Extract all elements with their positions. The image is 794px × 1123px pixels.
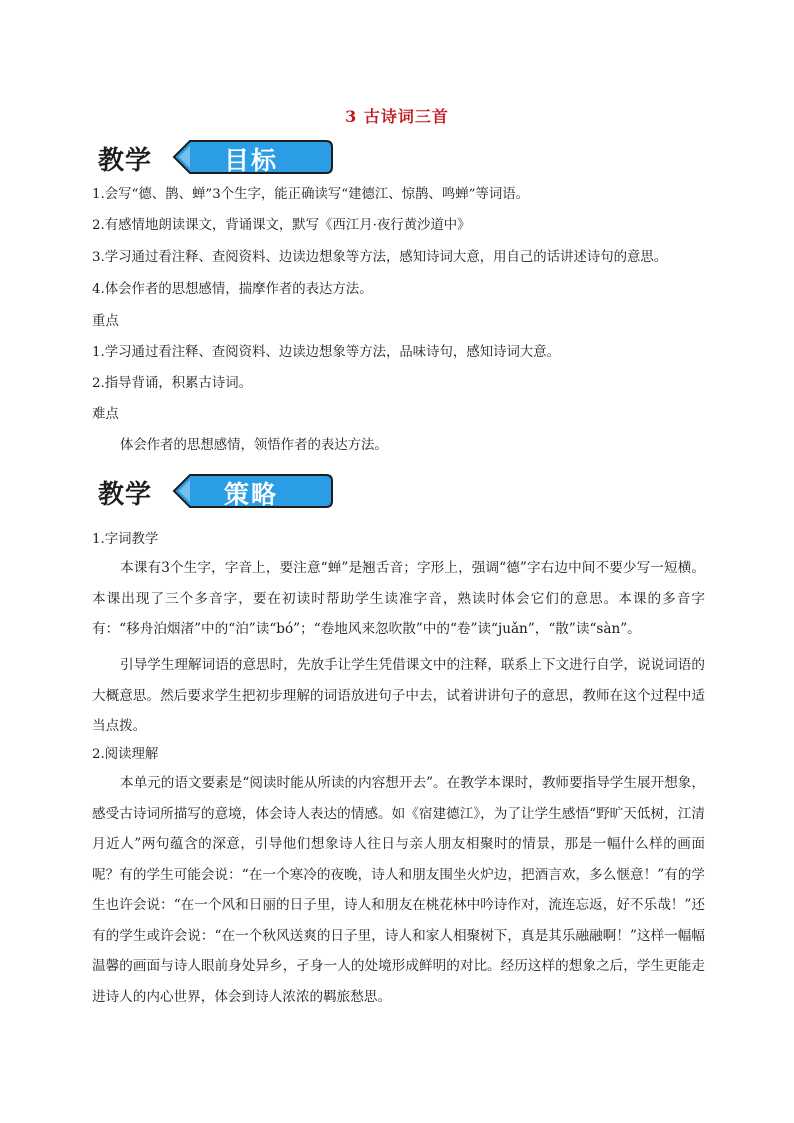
strategy-heading-1: 1.字词教学 <box>92 532 159 547</box>
goals-banner-lead: 教学 <box>98 146 153 176</box>
strategy-paragraph-3-text: 本单元的语文要素是“阅读时能从所读的内容想开去”。在教学本课时，教师要指导学生展开想象，感受古诗词所描写的意境，体会诗人表达的情感。如《宿建德江》，为了让学生感悟“野旷天低树，江清月近人”两句蕴含的深意，引导他们想象诗人往日与亲人朋友相聚时的情景，那是一幅什么样的画面呢？有的学生可能会说：“在一个寒冷的夜晚，诗人和朋友围坐火炉边，把酒言欢，多么惬意！”有的学生也许会说：“在一个风和日丽的日子里，诗人和朋友在桃花林中吟诗作对，流连忘返，好不乐哉！”还有的学生或许会说：“在一个秋风送爽的日子里，诗人和家人相聚树下，真是其乐融融啊！”这样一幅幅温馨的画面与诗人眼前身处异乡，孑身一人的处境形成鲜明的对比。经历这样的想象之后，学生更能走进诗人的内心世界，体会到诗人浓浓的羁旅愁思。 <box>92 775 705 1005</box>
goal-item-1: 1.会写“德、鹊、蝉”3个生字，能正确读写“建德江、惊鹊、鸣蝉”等词语。 <box>92 187 530 202</box>
key-item-1: 1.学习通过看注释、查阅资料、边读边想象等方法，品味诗句，感知诗词大意。 <box>92 345 561 360</box>
lesson-title: 3 古诗词三首 <box>345 107 449 126</box>
strategy-heading-2: 2.阅读理解 <box>92 747 159 762</box>
difficulty-label: 难点 <box>92 407 119 422</box>
strategy-banner <box>96 472 278 512</box>
goal-item-2: 2.有感情地朗读课文，背诵课文，默写《西江月·夜行黄沙道中》 <box>92 218 471 233</box>
goal-item-4: 4.体会作者的思想感情，揣摩作者的表达方法。 <box>92 282 373 297</box>
strategy-banner-pill <box>170 472 335 510</box>
strategy-banner-label: 策略 <box>223 480 278 509</box>
strategy-banner-lead: 教学 <box>98 480 153 510</box>
goals-banner-label: 目标 <box>223 146 278 175</box>
key-item-2: 2.指导背诵，积累古诗词。 <box>92 376 253 391</box>
strategy-paragraph-2 <box>92 650 705 742</box>
strategy-paragraph-1-text: 本课有3个生字，字音上，要注意“蝉”是翘舌音；字形上，强调“德”字右边中间不要少写一短横。本课出现了三个多音字，要在初读时帮助学生读准字音，熟读时体会它们的意思。本课的多音字有：“移舟泊烟渚”中的“泊”读“bó”；“卷地风来忽吹散”中的“卷”读“juǎn”，“散”读“sàn”。 <box>92 560 705 637</box>
strategy-paragraph-1 <box>92 553 705 645</box>
difficulty-text: 体会作者的思想感情，领悟作者的表达方法。 <box>120 438 388 453</box>
goals-banner <box>96 138 278 178</box>
key-points-label: 重点 <box>92 314 119 329</box>
goals-banner-pill <box>170 138 335 176</box>
strategy-paragraph-2-text: 引导学生理解词语的意思时，先放手让学生凭借课文中的注释，联系上下文进行自学，说说词语的大概意思。然后要求学生把初步理解的词语放进句子中去，试着讲讲句子的意思，教师在这个过程中适当点拨。 <box>92 657 705 734</box>
goal-item-3: 3.学习通过看注释、查阅资料、边读边想象等方法，感知诗词大意，用自己的话讲述诗句的意思。 <box>92 250 668 265</box>
strategy-paragraph-3 <box>92 768 705 1012</box>
